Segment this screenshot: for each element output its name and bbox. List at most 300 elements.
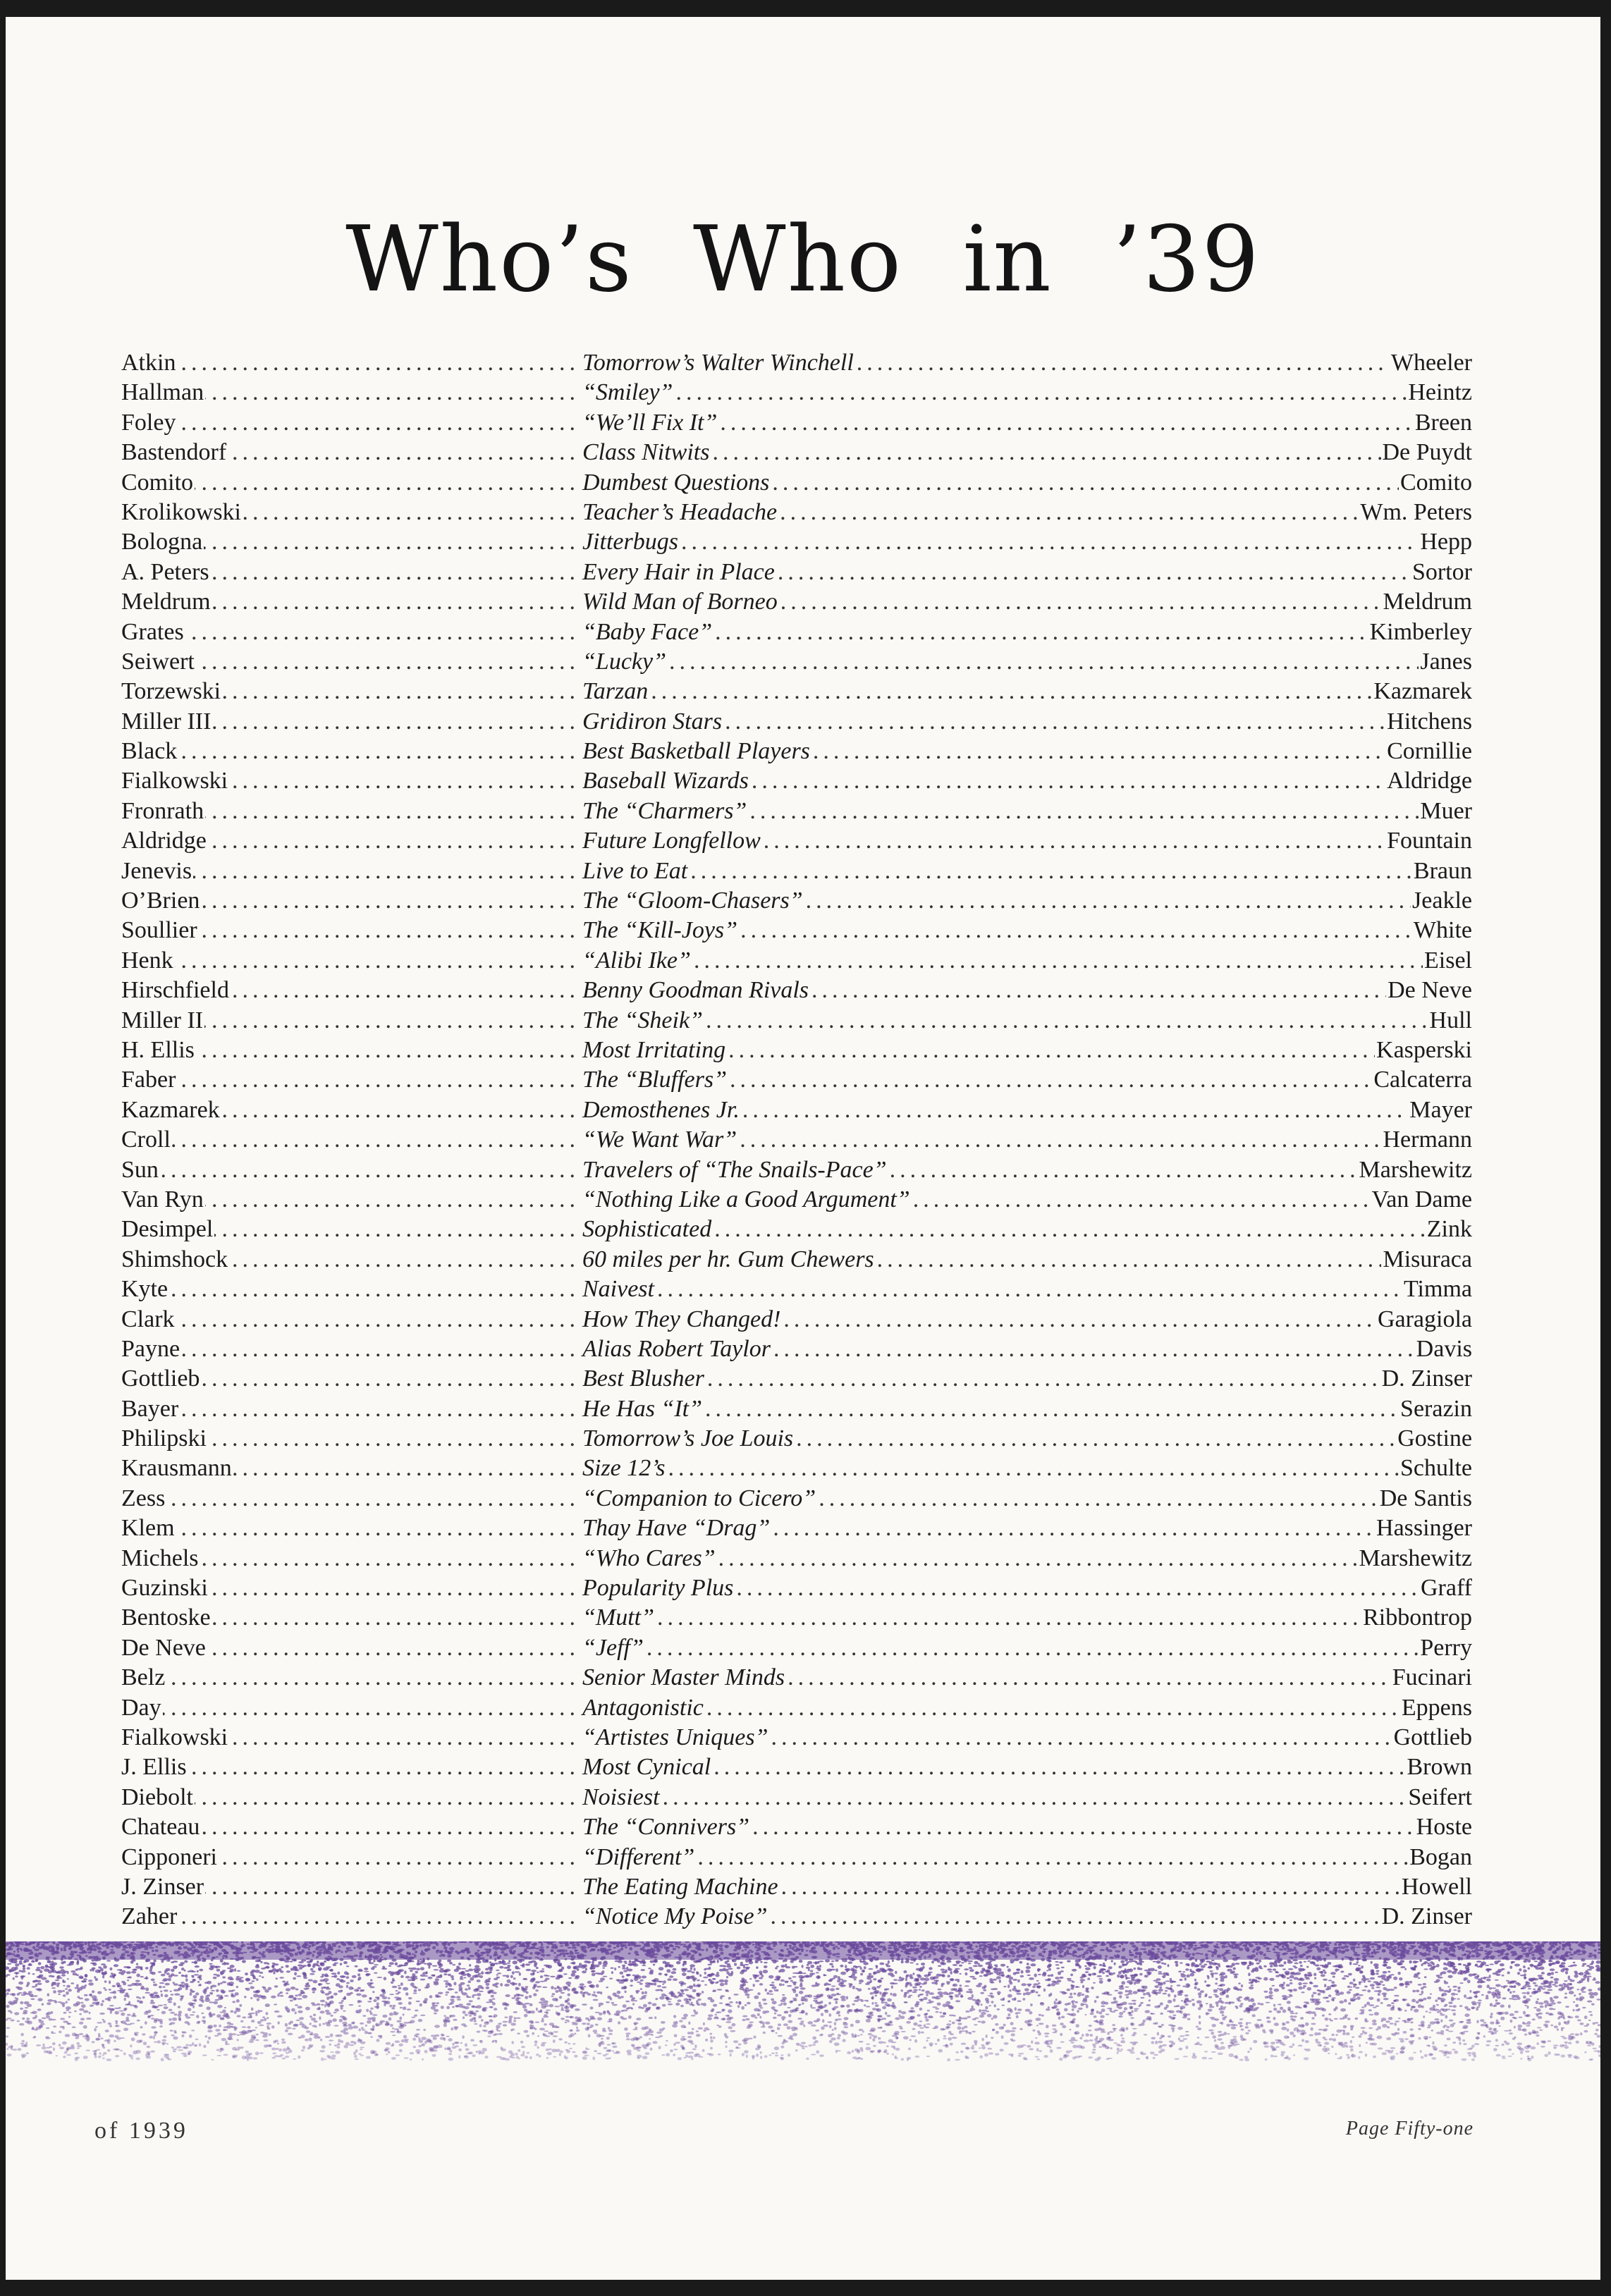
dot-leader bbox=[229, 1246, 580, 1273]
entry-person: Jeakle bbox=[1412, 888, 1472, 914]
entry-person: De Neve bbox=[1388, 977, 1472, 1004]
entry-person: De Puydt bbox=[1382, 439, 1472, 466]
entry-left bbox=[121, 1425, 580, 1452]
dot-leader bbox=[221, 1097, 580, 1124]
entry-right bbox=[580, 1695, 1472, 1721]
dot-leader bbox=[771, 1724, 1392, 1751]
entry-left bbox=[121, 1126, 580, 1153]
entry-right bbox=[580, 1485, 1472, 1512]
entry-person: D. Zinser bbox=[1381, 1903, 1472, 1930]
entry-right bbox=[580, 410, 1472, 436]
entry-category: Baseball Wizards bbox=[582, 768, 749, 794]
entry-category: Live to Eat bbox=[582, 857, 688, 884]
entry-left bbox=[121, 1724, 580, 1751]
entry-right bbox=[580, 1874, 1472, 1901]
dot-leader bbox=[205, 1874, 580, 1901]
entry-category: “Who Cares” bbox=[582, 1545, 716, 1571]
entry-name: Meldrum bbox=[121, 589, 211, 615]
entry-person: Hassinger bbox=[1376, 1515, 1472, 1542]
entry-category: “Jeff” bbox=[582, 1634, 644, 1661]
list-item bbox=[121, 589, 1472, 618]
dot-leader bbox=[718, 1545, 1358, 1572]
entry-person: Mayer bbox=[1409, 1096, 1472, 1123]
entry-right bbox=[580, 649, 1472, 675]
entry-category: Tomorrow’s Joe Louis bbox=[582, 1425, 794, 1452]
entry-person: Marshewitz bbox=[1359, 1156, 1472, 1183]
list-item bbox=[121, 1575, 1472, 1604]
dot-leader bbox=[177, 350, 580, 376]
dot-leader bbox=[773, 1515, 1375, 1542]
list-item bbox=[121, 977, 1472, 1007]
entry-left bbox=[121, 1246, 580, 1273]
entry-name: Guzinski bbox=[121, 1575, 208, 1602]
entry-person: Wm. Peters bbox=[1360, 498, 1472, 525]
entry-name: Sun bbox=[121, 1156, 159, 1183]
entry-category: “Nothing Like a Good Argument” bbox=[582, 1186, 910, 1213]
entry-left bbox=[121, 1784, 580, 1811]
entry-name: Torzewski bbox=[121, 678, 221, 705]
list-item bbox=[121, 1724, 1472, 1754]
dot-leader bbox=[725, 708, 1385, 735]
entry-right bbox=[580, 1515, 1472, 1542]
dot-leader bbox=[796, 1425, 1396, 1452]
dot-leader bbox=[212, 708, 580, 735]
entry-left bbox=[121, 1396, 580, 1423]
entry-left bbox=[121, 798, 580, 825]
entry-category: “Different” bbox=[582, 1843, 695, 1870]
entry-name: Seiwert bbox=[121, 648, 195, 675]
dot-leader bbox=[712, 439, 1380, 466]
entry-name: Black bbox=[121, 738, 178, 765]
dot-leader bbox=[657, 1604, 1361, 1631]
entry-left bbox=[121, 1844, 580, 1871]
dot-leader bbox=[169, 1276, 580, 1303]
entry-right bbox=[580, 678, 1472, 705]
entry-right bbox=[580, 1814, 1472, 1841]
entry-category: Tomorrow’s Walter Winchell bbox=[582, 350, 854, 376]
list-item bbox=[121, 350, 1472, 379]
entry-person: Muer bbox=[1420, 797, 1472, 824]
entry-right bbox=[580, 469, 1472, 496]
dot-leader bbox=[913, 1186, 1371, 1213]
entry-category: “We Want War” bbox=[582, 1126, 737, 1153]
entry-category: Naivest bbox=[582, 1276, 654, 1303]
list-item bbox=[121, 410, 1472, 439]
dot-leader bbox=[781, 1874, 1400, 1901]
entry-right bbox=[580, 1784, 1472, 1811]
entry-left bbox=[121, 1455, 580, 1482]
entry-person: Eppens bbox=[1401, 1694, 1472, 1721]
list-item bbox=[121, 858, 1472, 888]
entry-person: White bbox=[1413, 917, 1472, 944]
dot-leader bbox=[207, 1635, 580, 1662]
dot-leader bbox=[175, 947, 580, 974]
entry-person: Hepp bbox=[1420, 529, 1472, 555]
entry-right bbox=[580, 1157, 1472, 1184]
dot-leader bbox=[231, 977, 580, 1004]
list-item bbox=[121, 738, 1472, 768]
list-item bbox=[121, 1695, 1472, 1724]
list-item bbox=[121, 439, 1472, 469]
entry-name: Bologna bbox=[121, 529, 203, 555]
entry-person: D. Zinser bbox=[1381, 1365, 1472, 1392]
entry-person: Kazmarek bbox=[1373, 678, 1472, 705]
dot-leader bbox=[728, 1037, 1375, 1064]
entry-left bbox=[121, 649, 580, 675]
dot-leader bbox=[780, 589, 1382, 615]
entry-name: Atkin bbox=[121, 350, 176, 376]
dot-leader bbox=[229, 768, 580, 794]
entry-name: A. Peters bbox=[121, 558, 209, 585]
dot-leader bbox=[713, 1754, 1405, 1781]
list-item bbox=[121, 1186, 1472, 1216]
entry-person: Fucinari bbox=[1392, 1664, 1472, 1691]
entry-name: Aldridge bbox=[121, 828, 207, 854]
entry-category: The Eating Machine bbox=[582, 1873, 778, 1900]
list-item bbox=[121, 708, 1472, 738]
dot-leader bbox=[176, 1515, 580, 1542]
entry-right bbox=[580, 888, 1472, 914]
dot-leader bbox=[690, 858, 1412, 885]
entry-right bbox=[580, 1754, 1472, 1781]
entry-left bbox=[121, 1545, 580, 1572]
entry-name: J. Ellis bbox=[121, 1754, 187, 1781]
entry-person: Zink bbox=[1426, 1216, 1472, 1243]
dot-leader bbox=[178, 738, 580, 765]
list-item bbox=[121, 1754, 1472, 1784]
entry-left bbox=[121, 1037, 580, 1064]
list-item bbox=[121, 678, 1472, 708]
list-item bbox=[121, 469, 1472, 499]
list-item bbox=[121, 1336, 1472, 1365]
entry-category: The “Kill-Joys” bbox=[582, 917, 738, 944]
dot-leader bbox=[228, 439, 580, 466]
dot-leader bbox=[697, 1844, 1408, 1871]
list-item bbox=[121, 1814, 1472, 1843]
list-item bbox=[121, 1874, 1472, 1903]
yearbook-page bbox=[6, 17, 1600, 2280]
entry-person: Bogan bbox=[1409, 1843, 1472, 1870]
entry-category: Popularity Plus bbox=[582, 1575, 734, 1602]
entry-name: Philipski bbox=[121, 1425, 207, 1452]
list-item bbox=[121, 1604, 1472, 1634]
entry-person: Brown bbox=[1407, 1754, 1472, 1781]
entry-person: Timma bbox=[1403, 1276, 1472, 1303]
entry-name: Bentoske bbox=[121, 1604, 211, 1631]
dot-leader bbox=[177, 1067, 580, 1093]
page-number: Page Fifty-one bbox=[1345, 2118, 1474, 2140]
dot-leader bbox=[163, 1695, 580, 1721]
entry-category: Best Basketball Players bbox=[582, 738, 810, 765]
entry-left bbox=[121, 977, 580, 1004]
entry-category: Every Hair in Place bbox=[582, 558, 775, 585]
entry-right bbox=[580, 1604, 1472, 1631]
list-item bbox=[121, 828, 1472, 857]
dot-leader bbox=[707, 1365, 1380, 1392]
entry-person: Calcaterra bbox=[1373, 1067, 1472, 1093]
entry-right bbox=[580, 1425, 1472, 1452]
entry-person: Braun bbox=[1413, 857, 1472, 884]
dot-leader bbox=[663, 1784, 1407, 1811]
dot-leader bbox=[166, 1664, 580, 1691]
entry-name: Fialkowski bbox=[121, 1724, 228, 1750]
entry-left bbox=[121, 1007, 580, 1034]
entry-person: Serazin bbox=[1400, 1395, 1472, 1422]
entry-name: Faber bbox=[121, 1067, 176, 1093]
entry-person: Fountain bbox=[1387, 828, 1472, 854]
dot-leader bbox=[181, 1336, 580, 1363]
entry-right bbox=[580, 858, 1472, 885]
entry-category: “Artistes Uniques” bbox=[582, 1724, 768, 1750]
entry-left bbox=[121, 1903, 580, 1930]
list-item bbox=[121, 559, 1472, 589]
entry-right bbox=[580, 1276, 1472, 1303]
dot-leader bbox=[715, 619, 1368, 646]
dot-leader bbox=[243, 499, 580, 526]
entry-right bbox=[580, 1216, 1472, 1243]
entry-category: Noisiest bbox=[582, 1784, 660, 1810]
footer-year: of 1939 bbox=[94, 2118, 188, 2144]
list-item bbox=[121, 768, 1472, 797]
entry-category: Class Nitwits bbox=[582, 439, 710, 466]
dot-leader bbox=[819, 1485, 1378, 1512]
entry-person: Meldrum bbox=[1383, 589, 1472, 615]
dot-leader bbox=[647, 1635, 1419, 1662]
entry-name: Kazmarek bbox=[121, 1096, 220, 1123]
entry-left bbox=[121, 1276, 580, 1303]
entry-name: Diebolt bbox=[121, 1784, 193, 1810]
entry-left bbox=[121, 1635, 580, 1662]
list-item bbox=[121, 379, 1472, 409]
dot-leader bbox=[229, 1724, 580, 1751]
dot-leader bbox=[736, 1575, 1419, 1602]
decorative-stipple-band bbox=[6, 1941, 1600, 2061]
list-item bbox=[121, 1067, 1472, 1096]
entry-name: Miller II bbox=[121, 1007, 204, 1033]
entry-person: Marshewitz bbox=[1359, 1545, 1472, 1571]
dot-leader bbox=[199, 917, 580, 944]
entry-left bbox=[121, 1754, 580, 1781]
dot-leader bbox=[212, 1604, 580, 1631]
entry-right bbox=[580, 798, 1472, 825]
entry-left bbox=[121, 1515, 580, 1542]
entry-category: Tarzan bbox=[582, 678, 649, 705]
list-item bbox=[121, 1157, 1472, 1186]
entry-category: Senior Master Minds bbox=[582, 1664, 785, 1691]
entry-category: 60 miles per hr. Gum Chewers bbox=[582, 1246, 874, 1272]
entry-category: “Smiley” bbox=[582, 379, 673, 406]
entry-person: Schulte bbox=[1400, 1455, 1472, 1482]
list-item bbox=[121, 529, 1472, 558]
dot-leader bbox=[705, 1396, 1399, 1423]
entry-person: Garagiola bbox=[1377, 1306, 1472, 1332]
entry-right bbox=[580, 559, 1472, 586]
entry-right bbox=[580, 1336, 1472, 1363]
entry-category: The “Bluffers” bbox=[582, 1067, 727, 1093]
dot-leader bbox=[172, 1126, 580, 1153]
entry-left bbox=[121, 858, 580, 885]
dot-leader bbox=[185, 619, 580, 646]
dot-leader bbox=[214, 1216, 580, 1243]
dot-leader bbox=[195, 469, 580, 496]
entry-name: Croll bbox=[121, 1126, 171, 1153]
entry-left bbox=[121, 1575, 580, 1602]
entry-name: Krolikowski bbox=[121, 498, 241, 525]
entry-right bbox=[580, 499, 1472, 526]
entry-name: Jenevis bbox=[121, 857, 192, 884]
entry-person: Gottlieb bbox=[1393, 1724, 1472, 1750]
dot-leader bbox=[813, 738, 1385, 765]
dot-leader bbox=[219, 1844, 580, 1871]
entry-name: Grates bbox=[121, 618, 184, 645]
entry-left bbox=[121, 529, 580, 555]
entry-category: “Companion to Cicero” bbox=[582, 1485, 816, 1511]
page-title: Who’s Who in ’39 bbox=[345, 207, 1261, 312]
entry-name: Foley bbox=[121, 409, 176, 436]
entry-person: Van Dame bbox=[1371, 1186, 1472, 1213]
list-item bbox=[121, 1545, 1472, 1575]
entry-name: Zess bbox=[121, 1485, 166, 1511]
entry-left bbox=[121, 947, 580, 974]
entry-right bbox=[580, 917, 1472, 944]
entry-right bbox=[580, 379, 1472, 406]
entry-right bbox=[580, 1844, 1472, 1871]
dot-leader bbox=[205, 798, 580, 825]
dot-leader bbox=[783, 1306, 1376, 1333]
list-item bbox=[121, 1365, 1472, 1395]
dot-leader bbox=[780, 499, 1359, 526]
entry-person: Gostine bbox=[1397, 1425, 1472, 1452]
dot-leader bbox=[788, 1664, 1391, 1691]
list-item bbox=[121, 619, 1472, 649]
list-item bbox=[121, 499, 1472, 529]
entry-name: Desimpel bbox=[121, 1216, 214, 1243]
dot-leader bbox=[772, 469, 1399, 496]
dot-leader bbox=[178, 1903, 580, 1930]
entry-left bbox=[121, 469, 580, 496]
entry-right bbox=[580, 1575, 1472, 1602]
dot-leader bbox=[778, 559, 1411, 586]
dot-leader bbox=[201, 1365, 580, 1392]
dot-leader bbox=[201, 1814, 580, 1841]
entry-name: Soullier bbox=[121, 917, 197, 944]
entry-person: Misuraca bbox=[1383, 1246, 1472, 1272]
dot-leader bbox=[204, 1007, 580, 1034]
entry-category: Benny Goodman Rivals bbox=[582, 977, 809, 1004]
list-item bbox=[121, 888, 1472, 917]
entry-name: O’Brien bbox=[121, 888, 200, 914]
list-item bbox=[121, 1425, 1472, 1455]
entry-left bbox=[121, 678, 580, 705]
dot-leader bbox=[675, 379, 1407, 406]
entry-category: Most Cynical bbox=[582, 1754, 711, 1781]
dot-leader bbox=[749, 798, 1419, 825]
list-item bbox=[121, 1037, 1472, 1067]
dot-leader bbox=[669, 649, 1419, 675]
entry-right bbox=[580, 439, 1472, 466]
dot-leader bbox=[193, 858, 580, 885]
dot-leader bbox=[657, 1276, 1402, 1303]
dot-leader bbox=[201, 888, 580, 914]
entry-category: Size 12’s bbox=[582, 1455, 666, 1482]
list-item bbox=[121, 1306, 1472, 1336]
entry-person: Eisel bbox=[1424, 947, 1472, 974]
entry-person: Howell bbox=[1401, 1873, 1472, 1900]
dot-leader bbox=[890, 1157, 1358, 1184]
dot-leader bbox=[204, 529, 580, 555]
entry-right bbox=[580, 350, 1472, 376]
entry-name: Van Ryn bbox=[121, 1186, 204, 1213]
entry-right bbox=[580, 1186, 1472, 1213]
entry-person: Breen bbox=[1414, 409, 1472, 436]
entry-right bbox=[580, 1365, 1472, 1392]
entry-left bbox=[121, 1365, 580, 1392]
entry-right bbox=[580, 828, 1472, 854]
list-item bbox=[121, 1396, 1472, 1425]
entry-category: Travelers of “The Snails-Pace” bbox=[582, 1156, 887, 1183]
entry-category: Dumbest Questions bbox=[582, 469, 770, 496]
entry-left bbox=[121, 499, 580, 526]
entry-right bbox=[580, 768, 1472, 794]
entry-left bbox=[121, 708, 580, 735]
entry-name: Shimshock bbox=[121, 1246, 228, 1272]
entry-name: Fialkowski bbox=[121, 768, 228, 794]
dot-leader bbox=[209, 1575, 580, 1602]
entry-right bbox=[580, 1396, 1472, 1423]
entry-left bbox=[121, 379, 580, 406]
list-item bbox=[121, 1246, 1472, 1276]
dot-leader bbox=[752, 1814, 1415, 1841]
entry-name: Bastendorf bbox=[121, 439, 227, 466]
list-item bbox=[121, 1126, 1472, 1156]
entry-category: He Has “It” bbox=[582, 1395, 703, 1422]
entry-person: Graff bbox=[1421, 1575, 1472, 1602]
entry-right bbox=[580, 619, 1472, 646]
dot-leader bbox=[195, 1784, 580, 1811]
entry-person: Davis bbox=[1416, 1335, 1472, 1362]
dot-leader bbox=[208, 1425, 580, 1452]
entry-category: Antagonistic bbox=[582, 1694, 704, 1721]
entry-name: H. Ellis bbox=[121, 1036, 195, 1063]
entry-category: Best Blusher bbox=[582, 1365, 704, 1392]
entry-right bbox=[580, 1037, 1472, 1064]
entry-name: Klem bbox=[121, 1515, 175, 1542]
entry-name: Comito bbox=[121, 469, 194, 496]
dot-leader bbox=[180, 1396, 580, 1423]
entry-person: Perry bbox=[1420, 1634, 1472, 1661]
entry-category: Gridiron Stars bbox=[582, 708, 723, 735]
entry-person: De Santis bbox=[1379, 1485, 1472, 1511]
list-item bbox=[121, 1664, 1472, 1694]
dot-leader bbox=[160, 1157, 580, 1184]
entry-person: Heintz bbox=[1408, 379, 1472, 406]
whos-who-list bbox=[121, 350, 1472, 1934]
list-item bbox=[121, 1455, 1472, 1485]
entry-category: Demosthenes Jr. bbox=[582, 1096, 740, 1123]
entry-person: Seifert bbox=[1408, 1784, 1472, 1810]
dot-leader bbox=[208, 828, 580, 854]
entry-left bbox=[121, 1336, 580, 1363]
entry-right bbox=[580, 738, 1472, 765]
entry-name: Gottlieb bbox=[121, 1365, 200, 1392]
entry-right bbox=[580, 1724, 1472, 1751]
dot-leader bbox=[694, 947, 1423, 974]
dot-leader bbox=[714, 1216, 1426, 1243]
entry-category: “Alibi Ike” bbox=[582, 947, 691, 974]
entry-left bbox=[121, 768, 580, 794]
list-item bbox=[121, 1485, 1472, 1515]
entry-left bbox=[121, 1604, 580, 1631]
